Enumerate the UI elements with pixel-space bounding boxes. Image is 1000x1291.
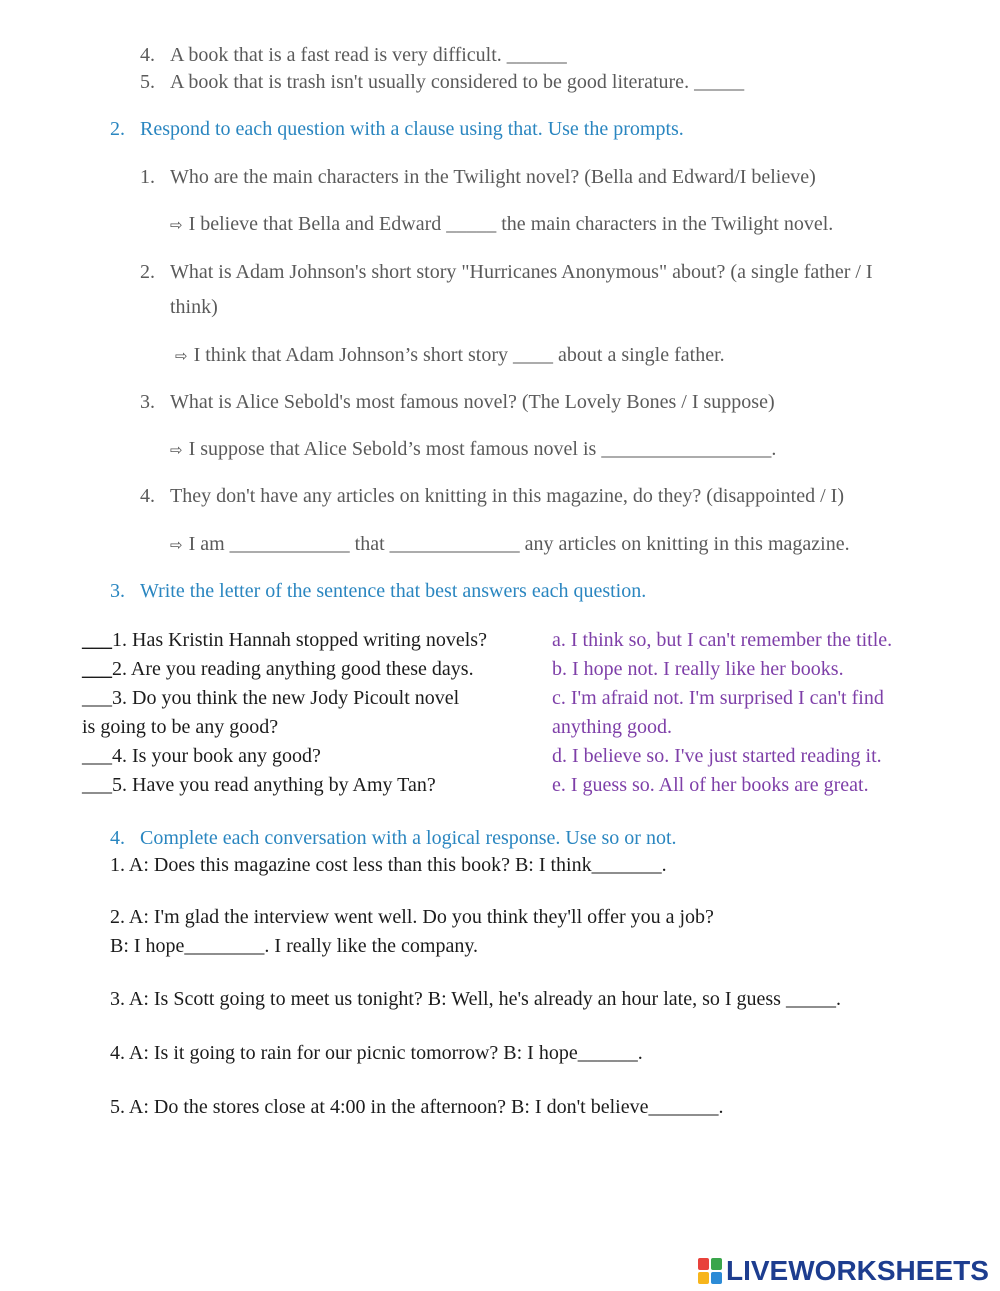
item-text: A book that is a fast read is very difficult. ______ [170,44,567,66]
logo-text: LIVEWORKSHEETS [726,1255,989,1286]
question-item [140,485,844,508]
answer-text: I believe that Bella and Edward _____ the main characters in the Twilight novel. [188,213,834,235]
section-title: Respond to each question with a clause using that. Use the prompts. [140,118,684,140]
answer-blank[interactable]: ___ [82,658,112,680]
answer-blank[interactable]: ___ [82,629,112,651]
match-question-continuation: is going to be any good? [82,716,279,738]
answer-option: d. I believe so. I've just started reading it. [552,745,882,767]
answer-option: e. I guess so. All of her books are great. [552,774,869,796]
answer-option: b. I hope not. I really like her books. [552,658,844,680]
match-question [82,629,487,652]
match-question-text: 1. Has Kristin Hannah stopped writing novels? [112,629,487,651]
conversation-item: 5. A: Do the stores close at 4:00 in the afternoon? B: I don't believe_______. [110,1096,724,1118]
section-heading [110,118,684,141]
answer-text: I am ____________ that _____________ any articles on knitting in this magazine. [188,533,850,555]
item-number: 5. [140,71,155,93]
question-continuation: think) [170,296,218,318]
logo-icon [698,1258,722,1284]
arrow-right-icon: ⇨ [170,536,183,554]
question-item [140,261,873,284]
answer-text: I think that Adam Johnson’s short story ____ about a single father. [193,344,725,366]
answer-option: c. I'm afraid not. I'm surprised I can't find [552,687,884,709]
answer-prompt [170,213,833,236]
match-question-text: 2. Are you reading anything good these days. [112,658,474,680]
arrow-right-icon: ⇨ [170,216,183,234]
match-question-text: 3. Do you think the new Jody Picoult novel [112,687,460,709]
question-number: 2. [140,261,155,283]
question-item [140,391,775,414]
question-number: 1. [140,166,155,188]
section-title: Write the letter of the sentence that best answers each question. [140,580,647,602]
question-item [140,166,816,189]
answer-blank[interactable]: ___ [82,687,112,709]
section-number: 2. [110,118,125,140]
answer-text: I suppose that Alice Sebold’s most famous novel is _________________. [188,438,777,460]
conversation-response: B: I hope________. I really like the company. [110,935,479,957]
section-heading [110,580,646,603]
conversation-item: 2. A: I'm glad the interview went well. Do you think they'll offer you a job? [110,906,714,928]
arrow-right-icon: ⇨ [175,347,188,365]
question-number: 3. [140,391,155,413]
match-question [82,687,459,710]
question-text: What is Adam Johnson's short story "Hurricanes Anonymous" about? (a single father / I [170,261,873,283]
conversation-item: 3. A: Is Scott going to meet us tonight? B: Well, he's already an hour late, so I guess _____. [110,988,841,1010]
question-text: What is Alice Sebold's most famous novel? (The Lovely Bones / I suppose) [170,391,775,413]
match-question [82,774,436,797]
question-number: 4. [140,485,155,507]
section-number: 4. [110,827,125,849]
list-item [140,44,567,67]
answer-option-continuation: anything good. [552,716,672,738]
section-heading [110,827,677,850]
match-question-text: 4. Is your book any good? [112,745,321,767]
item-text: A book that is trash isn't usually considered to be good literature. _____ [170,71,745,93]
conversation-item: 4. A: Is it going to rain for our picnic tomorrow? B: I hope______. [110,1042,643,1064]
answer-prompt [170,533,850,556]
arrow-right-icon: ⇨ [170,441,183,459]
question-text: Who are the main characters in the Twilight novel? (Bella and Edward/I believe) [170,166,816,188]
item-number: 4. [140,44,155,66]
conversation-item: 1. A: Does this magazine cost less than this book? B: I think_______. [110,854,667,876]
section-number: 3. [110,580,125,602]
answer-blank[interactable]: ___ [82,774,112,796]
match-question [82,658,474,681]
section-title: Complete each conversation with a logical response. Use so or not. [140,827,677,849]
answer-option: a. I think so, but I can't remember the title. [552,629,893,651]
match-question [82,745,321,768]
answer-blank[interactable]: ___ [82,745,112,767]
liveworksheets-logo [698,1256,989,1286]
question-text: They don't have any articles on knitting in this magazine, do they? (disappointed / I) [170,485,844,507]
answer-prompt [170,438,776,461]
match-question-text: 5. Have you read anything by Amy Tan? [112,774,436,796]
list-item [140,71,744,94]
answer-prompt [175,344,725,367]
